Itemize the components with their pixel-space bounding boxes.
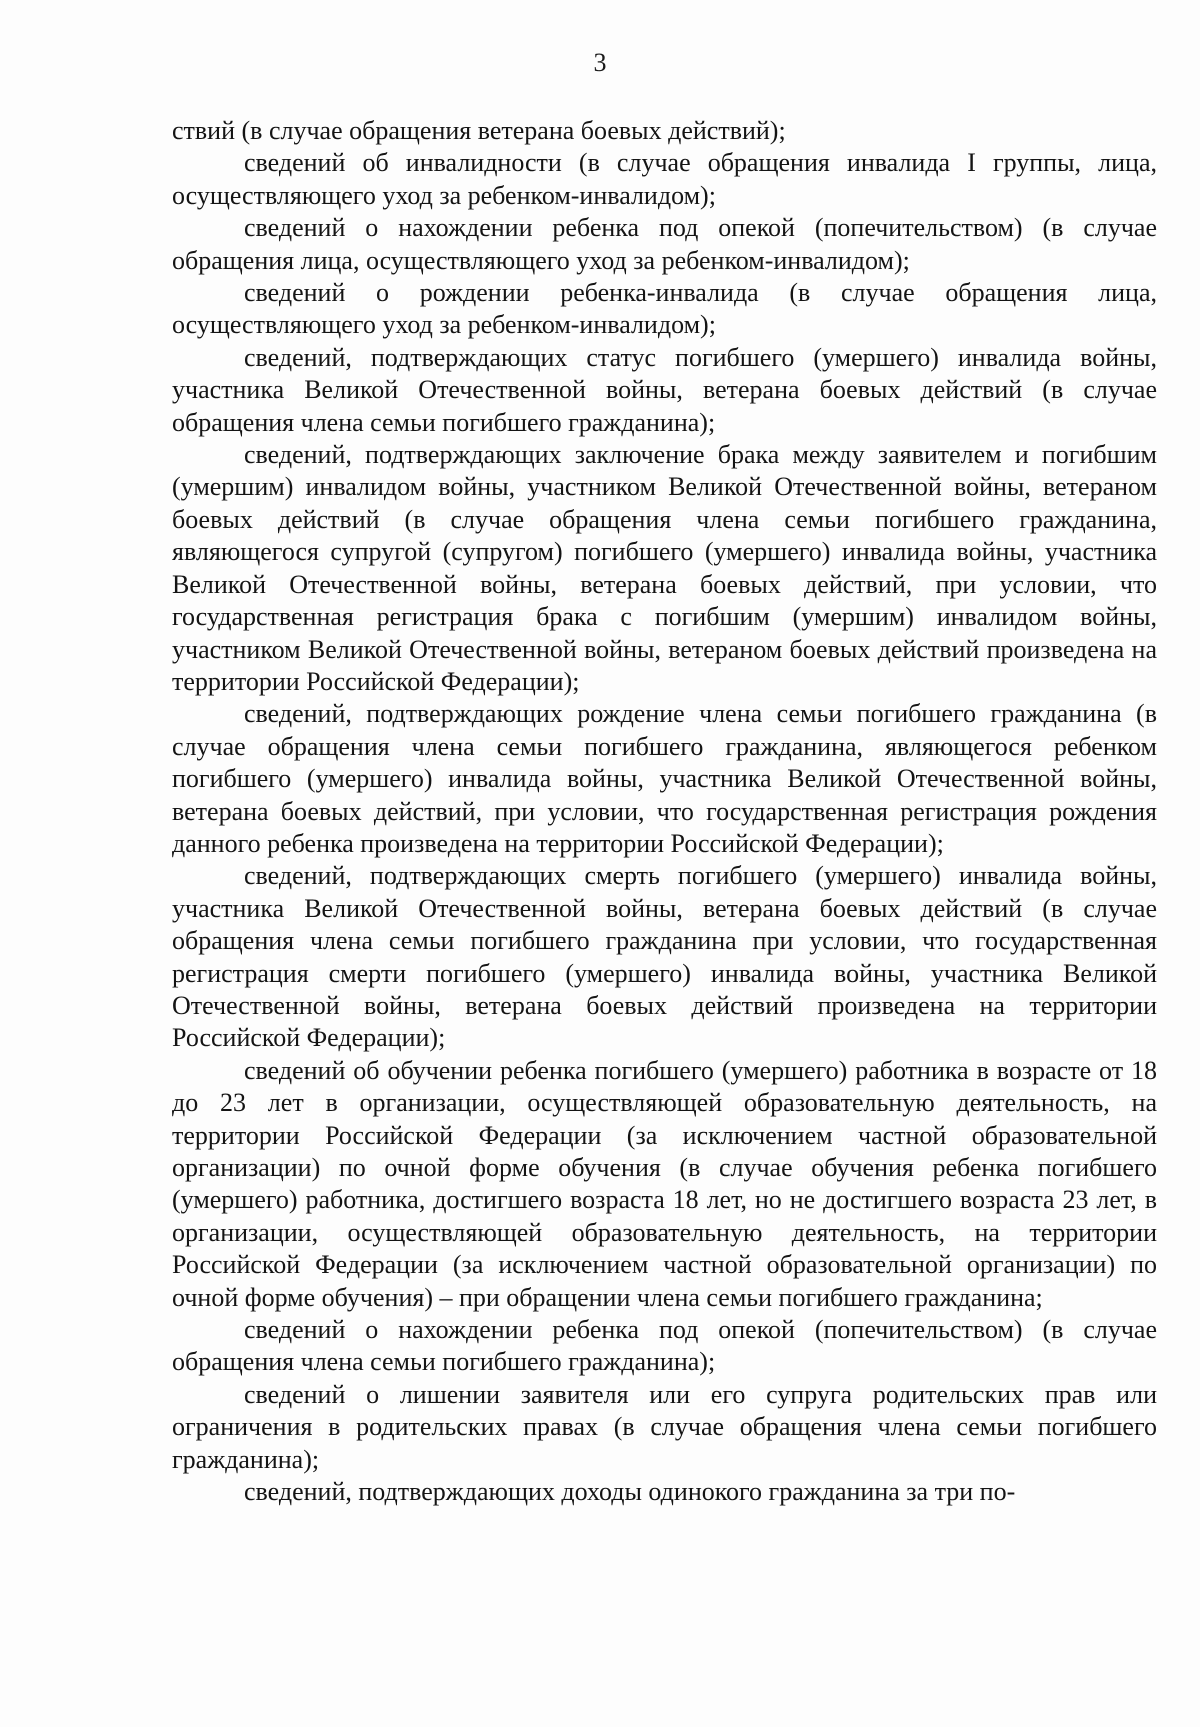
paragraph-marriage-info: сведений, подтверждающих заключение брака между заявителем и погибшим (умершим) инвалидом войны, участником Великой Отечественной войны, ветераном боевых действий (в случае обращения члена семьи погибшего гражданина, являющегося супругой (супругом) погибшего (умершего) инвалида войны, участника Великой Отечественной войны, ветерана боевых действий, при условии, что государственная регистрация брака с погибшим (умершим) инвалидом войны, участником Великой Отечественной войны, ветераном боевых действий произведена на территории Российской Федерации); xyxy=(172,440,1157,696)
paragraph-birth-family-member: сведений, подтверждающих рождение члена семьи погибшего гражданина (в случае обращения члена семьи погибшего гражданина, являющегося ребенком погибшего (умершего) инвалида войны, участника Великой Отечественной войны, ветерана боевых действий, при условии, что государственная регистрация рождения данного ребенка произведена на территории Российской Федерации); xyxy=(172,699,1157,858)
paragraph-parental-rights: сведений о лишении заявителя или его супруга родительских прав или ограничения в родительских правах (в случае обращения члена семьи погибшего гражданина); xyxy=(172,1379,1157,1474)
paragraph-income-info: сведений, подтверждающих доходы одинокого гражданина за три по- xyxy=(244,1477,1016,1507)
document-body xyxy=(172,115,1157,1508)
paragraph-birth-disabled-child: сведений о рождении ребенка-инвалида (в случае обращения лица, осуществляющего уход за ребенком-инвалидом); xyxy=(172,278,1157,340)
paragraph-education-info: сведений об обучении ребенка погибшего (умершего) работника в возрасте от 18 до 23 лет в организации, осуществляющей образовательную деятельность, на территории Российской Федерации (за исключением частной образовательной организации) по очной форме обучения (в случае обучения ребенка погибшего (умершего) работника, достигшего возраста 18 лет, но не достигшего возраста 23 лет, в организации, осуществляющей образовательную деятельность, на территории Российской Федерации (за исключением частной образовательной организации) по очной форме обучения) – при обращении члена семьи погибшего гражданина; xyxy=(172,1055,1157,1312)
paragraph-death-info: сведений, подтверждающих смерть погибшего (умершего) инвалида войны, участника Великой Отечественной войны, ветерана боевых действий (в случае обращения члена семьи погибшего гражданина при условии, что государственная регистрация смерти погибшего (умершего) инвалида войны, участника Великой Отечественной войны, ветерана боевых действий произведена на территории Российской Федерации); xyxy=(172,861,1157,1053)
page-number: 3 xyxy=(593,48,607,77)
paragraph-continuation: ствий (в случае обращения ветерана боевых действий); xyxy=(172,116,786,145)
paragraph-deceased-status: сведений, подтверждающих статус погибшего (умершего) инвалида войны, участника Великой Отечественной войны, ветерана боевых действий (в случае обращения члена семьи погибшего гражданина); xyxy=(172,342,1157,437)
paragraph-disability-info: сведений об инвалидности (в случае обращения инвалида I группы, лица, осуществляющего уход за ребенком-инвалидом); xyxy=(172,148,1157,210)
paragraph-guardianship-family: сведений о нахождении ребенка под опекой (попечительством) (в случае обращения члена семьи погибшего гражданина); xyxy=(172,1315,1157,1377)
paragraph-guardianship-info: сведений о нахождении ребенка под опекой (попечительством) (в случае обращения лица, осуществляющего уход за ребенком-инвалидом); xyxy=(172,213,1157,275)
